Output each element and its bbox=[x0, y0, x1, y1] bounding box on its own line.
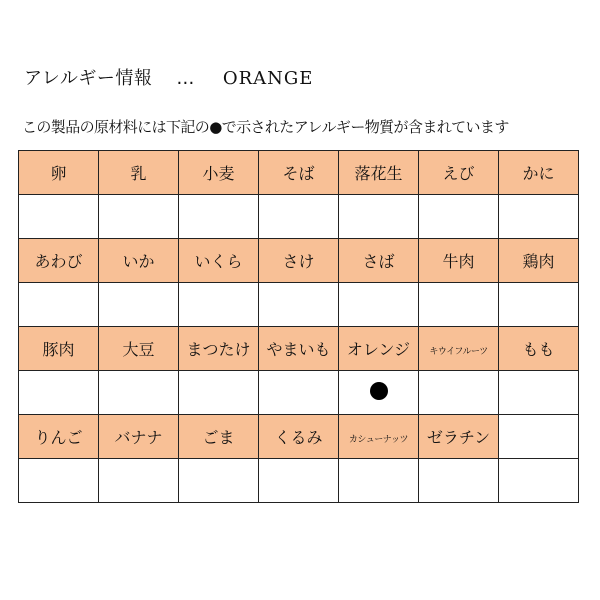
allergen-name-cell bbox=[99, 151, 179, 195]
allergen-mark-row bbox=[19, 283, 579, 327]
allergen-mark-cell bbox=[19, 283, 99, 327]
product-name: ORANGE bbox=[222, 68, 314, 89]
allergen-name-cell bbox=[19, 327, 99, 371]
allergen-name: そば bbox=[282, 164, 315, 183]
allergen-name-cell bbox=[419, 151, 499, 195]
allergen-name-cell bbox=[339, 327, 419, 371]
allergen-name: 乳 bbox=[130, 164, 147, 183]
allergen-mark-cell bbox=[99, 283, 179, 327]
allergen-name-cell bbox=[419, 415, 499, 459]
allergen-name: さば bbox=[362, 252, 395, 271]
allergen-name-cell bbox=[419, 327, 499, 371]
allergen-mark-row bbox=[19, 459, 579, 503]
allergen-mark-cell bbox=[99, 371, 179, 415]
allergen-name-cell bbox=[499, 151, 579, 195]
allergen-mark-cell bbox=[259, 195, 339, 239]
allergen-mark-cell bbox=[419, 195, 499, 239]
allergen-name-cell bbox=[259, 415, 339, 459]
allergen-mark-cell bbox=[339, 371, 419, 415]
allergen-name: キウイフルーツ bbox=[429, 347, 488, 357]
allergen-name: もも bbox=[522, 340, 555, 359]
allergen-mark-cell bbox=[339, 283, 419, 327]
allergen-mark-cell bbox=[99, 195, 179, 239]
allergen-mark-cell bbox=[499, 195, 579, 239]
allergen-mark-row bbox=[19, 371, 579, 415]
allergen-name-cell bbox=[19, 151, 99, 195]
page-title bbox=[24, 64, 313, 90]
allergen-name: 落花生 bbox=[354, 164, 403, 183]
allergen-mark-cell bbox=[179, 459, 259, 503]
allergen-name-cell bbox=[19, 239, 99, 283]
allergen-mark-cell bbox=[179, 283, 259, 327]
allergen-name-cell bbox=[339, 239, 419, 283]
allergen-name: 大豆 bbox=[122, 340, 155, 359]
allergen-mark-cell bbox=[259, 459, 339, 503]
allergen-name: 小麦 bbox=[202, 164, 235, 183]
allergen-name-cell bbox=[19, 415, 99, 459]
allergen-mark-cell bbox=[419, 283, 499, 327]
allergen-name-cell bbox=[179, 415, 259, 459]
allergen-mark-cell bbox=[339, 195, 419, 239]
allergen-name-cell bbox=[259, 151, 339, 195]
title-label: アレルギー情報 bbox=[24, 68, 153, 89]
allergen-name: えび bbox=[442, 164, 475, 183]
allergen-name: バナナ bbox=[114, 428, 163, 447]
allergen-name-cell bbox=[499, 239, 579, 283]
allergen-name: いか bbox=[122, 252, 155, 271]
allergen-name: ごま bbox=[202, 428, 235, 447]
allergen-table bbox=[18, 150, 579, 503]
allergen-name: 牛肉 bbox=[442, 252, 475, 271]
allergen-name: ゼラチン bbox=[426, 428, 491, 447]
allergen-name-cell bbox=[179, 239, 259, 283]
allergen-mark-cell bbox=[499, 371, 579, 415]
allergen-name: あわび bbox=[34, 252, 83, 271]
allergen-name-cell bbox=[339, 415, 419, 459]
allergen-mark-cell bbox=[19, 195, 99, 239]
allergen-mark-cell bbox=[499, 283, 579, 327]
allergen-name-cell bbox=[179, 327, 259, 371]
allergen-name-cell bbox=[99, 327, 179, 371]
allergen-name-row bbox=[19, 239, 579, 283]
allergen-name-row bbox=[19, 415, 579, 459]
allergen-mark-cell bbox=[179, 371, 259, 415]
allergen-mark-cell bbox=[259, 371, 339, 415]
allergen-mark-row bbox=[19, 195, 579, 239]
allergen-name-row bbox=[19, 327, 579, 371]
allergen-name-cell bbox=[259, 327, 339, 371]
allergen-name: 鶏肉 bbox=[522, 252, 555, 271]
allergen-name: オレンジ bbox=[346, 340, 411, 359]
allergen-name: りんご bbox=[34, 428, 83, 447]
title-separator: … bbox=[176, 68, 195, 89]
allergen-name-cell bbox=[99, 415, 179, 459]
empty-cell bbox=[499, 415, 579, 459]
allergen-name-cell bbox=[339, 151, 419, 195]
allergen-name: 卵 bbox=[50, 164, 67, 183]
allergen-name: カシューナッツ bbox=[348, 435, 409, 445]
allergen-table-body bbox=[19, 151, 579, 503]
allergen-name-cell bbox=[179, 151, 259, 195]
allergen-mark-cell bbox=[259, 283, 339, 327]
allergen-mark-cell bbox=[419, 371, 499, 415]
allergen-name-cell bbox=[99, 239, 179, 283]
allergen-name: やまいも bbox=[266, 340, 331, 359]
allergen-mark-cell bbox=[99, 459, 179, 503]
allergen-name: まつたけ bbox=[186, 340, 251, 359]
allergen-name-row bbox=[19, 151, 579, 195]
allergen-mark-cell bbox=[419, 459, 499, 503]
allergen-name-cell bbox=[259, 239, 339, 283]
allergen-name: さけ bbox=[282, 252, 315, 271]
allergen-mark-cell bbox=[19, 459, 99, 503]
allergen-name-cell bbox=[499, 327, 579, 371]
description-text: この製品の原材料には下記の●で示されたアレルギー物質が含まれています bbox=[22, 118, 509, 136]
allergen-name: 豚肉 bbox=[42, 340, 75, 359]
allergen-name-cell bbox=[419, 239, 499, 283]
allergen-mark-cell bbox=[179, 195, 259, 239]
allergen-name: かに bbox=[522, 164, 555, 183]
allergen-mark-cell bbox=[339, 459, 419, 503]
allergen-name: くるみ bbox=[274, 428, 323, 447]
allergen-name: いくら bbox=[194, 252, 243, 271]
allergen-mark-cell bbox=[19, 371, 99, 415]
allergen-mark-cell bbox=[499, 459, 579, 503]
contains-mark-icon bbox=[370, 382, 388, 400]
